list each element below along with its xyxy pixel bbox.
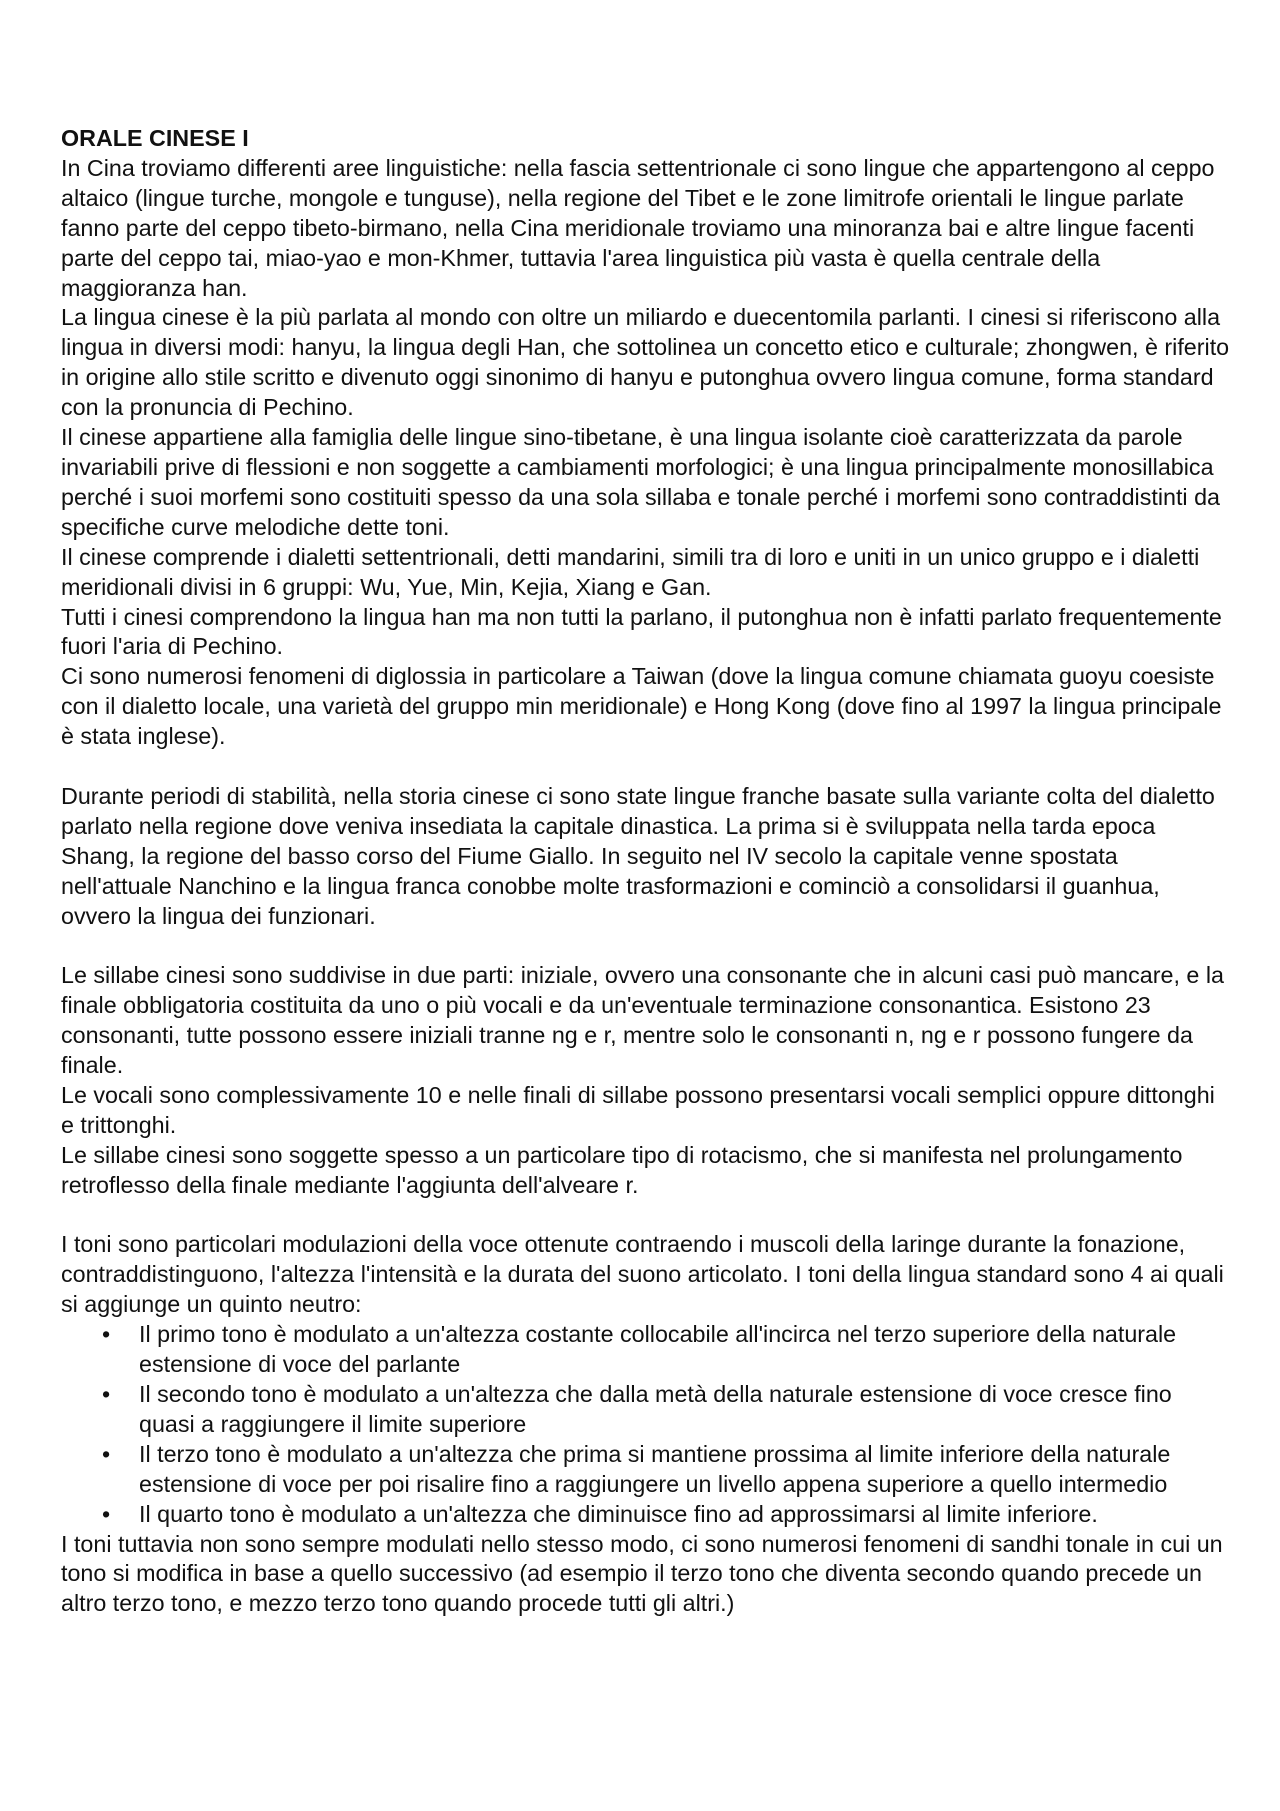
paragraph-rhotacism: Le sillabe cinesi sono soggette spesso a un particolare tipo di rotacismo, che si manifesta nel prolungamento retroflesso della finale mediante l'aggiunta dell'alveare r. [61, 1141, 1183, 1198]
list-item [102, 1500, 1231, 1530]
list-item-text: Il secondo tono è modulato a un'altezza che dalla metà della naturale estensione di voce cresce fino quasi a raggiungere il limite superiore [139, 1381, 1172, 1437]
list-item-text: Il quarto tono è modulato a un'altezza che diminuisce fino ad approssimarsi al limite inferiore. [139, 1500, 1098, 1527]
bullet-icon: • [102, 1321, 111, 1348]
paragraph-tone-sandhi: I toni tuttavia non sono sempre modulati nello stesso modo, ci sono numerosi fenomeni di sandhi tonale in cui un tono si modifica in base a quello successivo (ad esempio il terzo tono che diventa secondo quando precede un altro terzo tono, e mezzo terzo tono quando procede tutti gli altri.) [61, 1530, 1223, 1617]
paragraph-linguistic-areas: In Cina troviamo differenti aree linguistiche: nella fascia settentrionale ci sono lingue che appartengono al ceppo altaico (lingue turche, mongole e tunguse), nella regione del Tibet e le zone limitrofe orientali le lingue parlate fanno parte del ceppo tibeto-birmano, nella Cina meridionale troviamo una minoranza bai e altre lingue facenti parte del ceppo tai, miao-yao e mon-Khmer, tuttavia l'area linguistica più vasta è quella centrale della maggioranza han. [61, 154, 1215, 301]
paragraph-spacer [61, 1201, 1231, 1231]
paragraph-syllables: Le sillabe cinesi sono suddivise in due parti: iniziale, ovvero una consonante che in alcuni casi può mancare, e la finale obbligatoria costituita da uno o più vocali e da un'eventuale terminazione consonantica. Esistono 23 consonanti, tutte possono essere iniziali tranne ng e r, mentre solo le consonanti n, ng e r possono fungere da finale. [61, 962, 1224, 1079]
list-item [102, 1380, 1231, 1440]
bullet-icon: • [102, 1440, 111, 1467]
paragraph-han-understanding: Tutti i cinesi comprendono la lingua han ma non tutti la parlano, il putonghua non è infatti parlato frequentemente fuori l'aria di Pechino. [61, 603, 1222, 660]
paragraph-spacer [61, 931, 1231, 961]
list-item-text: Il terzo tono è modulato a un'altezza che prima si mantiene prossima al limite inferiore della naturale estensione di voce per poi risalire fino a raggiungere un livello appena superiore a quello intermedio [139, 1440, 1171, 1497]
paragraph-sino-tibetan: Il cinese appartiene alla famiglia delle lingue sino-tibetane, è una lingua isolante cioè caratterizzata da parole invariabili prive di flessioni e non soggette a cambiamenti morfologici; è una lingua principalmente monosillabica perché i suoi morfemi sono costituiti spesso da una sola sillaba e tonale perché i morfemi sono contraddistinti da specifiche curve melodiche dette toni. [61, 424, 1220, 540]
paragraph-chinese-language: La lingua cinese è la più parlata al mondo con oltre un miliardo e duecentomila parlanti. I cinesi si riferiscono alla lingua in diversi modi: hanyu, la lingua degli Han, che sottolinea un concetto etico e culturale; zhongwen, è riferito in origine allo stile scritto e divenuto oggi sinonimo di hanyu e putonghua ovvero lingua comune, forma standard con la pronuncia di Pechino. [61, 304, 1230, 421]
list-item-text: Il primo tono è modulato a un'altezza costante collocabile all'incirca nel terzo superiore della naturale estensione di voce del parlante [139, 1321, 1177, 1378]
list-item [102, 1320, 1231, 1380]
list-item [102, 1440, 1231, 1500]
bullet-icon: • [102, 1381, 111, 1408]
document-title: ORALE CINESE I [61, 125, 249, 151]
tones-list [61, 1320, 1231, 1529]
paragraph-diglossia: Ci sono numerosi fenomeni di diglossia in particolare a Taiwan (dove la lingua comune chiamata guoyu coesiste con il dialetto locale, una varietà del gruppo min meridionale) e Hong Kong (dove fino al 1997 la lingua principale è stata inglese). [61, 663, 1222, 750]
paragraph-spacer [61, 752, 1231, 782]
document-page [61, 124, 1231, 1619]
bullet-icon: • [102, 1500, 111, 1527]
paragraph-dialects: Il cinese comprende i dialetti settentrionali, detti mandarini, simili tra di loro e uniti in un unico gruppo e i dialetti meridionali divisi in 6 gruppi: Wu, Yue, Min, Kejia, Xiang e Gan. [61, 543, 1200, 600]
paragraph-lingua-franca: Durante periodi di stabilità, nella storia cinese ci sono state lingue franche basate sulla variante colta del dialetto parlato nella regione dove veniva insediata la capitale dinastica. La prima si è sviluppata nella tarda epoca Shang, la regione del basso corso del Fiume Giallo. In seguito nel IV secolo la capitale venne spostata nell'attuale Nanchino e la lingua franca conobbe molte trasformazioni e cominciò a consolidarsi il guanhua, ovvero la lingua dei funzionari. [61, 782, 1215, 929]
paragraph-vowels: Le vocali sono complessivamente 10 e nelle finali di sillabe possono presentarsi vocali semplici oppure dittonghi e trittonghi. [61, 1081, 1215, 1138]
paragraph-tones-intro: I toni sono particolari modulazioni della voce ottenute contraendo i muscoli della laringe durante la fonazione, contraddistinguono, l'altezza l'intensità e la durata del suono articolato. I toni della lingua standard sono 4 ai quali si aggiunge un quinto neutro: [61, 1231, 1224, 1318]
